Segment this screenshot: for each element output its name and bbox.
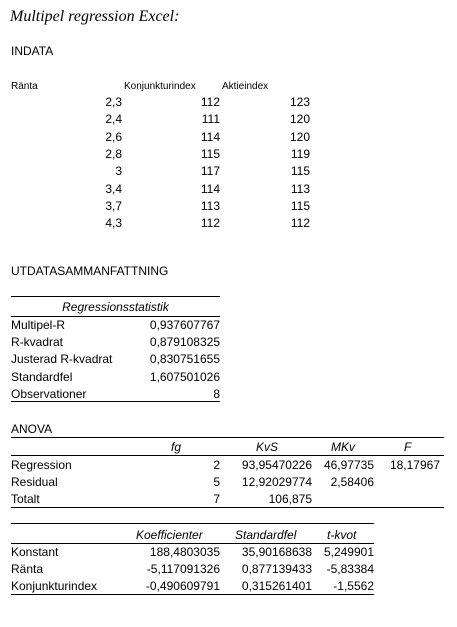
coef-cell-koefficienter: -5,117091326 xyxy=(146,562,220,576)
regstat-value: 0,879108325 xyxy=(149,335,220,350)
coef-header-t-kvot: t-kvot xyxy=(327,528,357,542)
coef-header-standardfel: Standardfel xyxy=(235,528,297,542)
regstat-label: Multipel-R xyxy=(11,318,66,332)
indata-cell-aktieindex: 123 xyxy=(289,95,310,109)
indata-cell-aktieindex: 115 xyxy=(290,164,310,179)
indata-cell-konjunkturindex: 117 xyxy=(200,164,220,179)
indata-cell-ranta: 2,8 xyxy=(105,146,122,161)
indata-cell-ranta: 2,6 xyxy=(105,129,122,144)
anova-cell-fg: 5 xyxy=(213,475,220,489)
anova-row-label: Totalt xyxy=(11,492,40,506)
regstat-label: Standardfel xyxy=(11,369,73,384)
regstat-top-divider xyxy=(11,296,220,297)
anova-header-f: F xyxy=(404,440,412,454)
indata-cell-ranta: 2,4 xyxy=(105,112,122,127)
indata-cell-konjunkturindex: 115 xyxy=(200,146,220,161)
coef-cell-standardfel: 0,315261401 xyxy=(241,579,312,593)
anova-cell-kvs: 106,875 xyxy=(268,492,312,506)
regstat-value: 0,830751655 xyxy=(149,352,220,367)
anova-cell-fg: 2 xyxy=(213,458,220,472)
indata-cell-ranta: 3 xyxy=(115,164,122,179)
indata-cell-ranta: 4,3 xyxy=(105,216,122,231)
indata-header-ranta: Ränta xyxy=(11,81,38,92)
coef-top-divider xyxy=(11,523,374,524)
regstat-value: 8 xyxy=(213,386,220,401)
indata-header-aktieindex: Aktieindex xyxy=(222,81,269,92)
indata-cell-aktieindex: 115 xyxy=(290,198,310,213)
coef-header-koefficienter: Koefficienter xyxy=(136,528,203,542)
indata-cell-aktieindex: 112 xyxy=(290,216,310,231)
anova-cell-f: 18,17967 xyxy=(389,458,440,472)
coef-row-label: Ränta xyxy=(11,562,44,576)
anova-header-mkv: MKv xyxy=(331,440,355,454)
indata-cell-aktieindex: 119 xyxy=(290,146,310,161)
regstat-header-divider xyxy=(11,316,220,317)
anova-bottom-divider xyxy=(11,507,444,508)
coef-cell-standardfel: 0,877139433 xyxy=(241,562,312,576)
regstat-value: 1,607501026 xyxy=(149,369,220,384)
indata-header-konjunkturindex: Konjunkturindex xyxy=(124,81,196,92)
anova-top-divider xyxy=(11,437,444,438)
regstat-value: 0,937607767 xyxy=(149,318,220,332)
anova-cell-fg: 7 xyxy=(213,492,220,506)
coef-row-label: Konstant xyxy=(11,545,59,559)
anova-header-fg: fg xyxy=(171,440,182,454)
coef-header-divider xyxy=(11,543,374,544)
coef-cell-koefficienter: 188,4803035 xyxy=(149,545,220,559)
indata-cell-konjunkturindex: 114 xyxy=(200,129,220,144)
indata-cell-konjunkturindex: 112 xyxy=(200,216,220,231)
coef-cell-t-kvot: -5,83384 xyxy=(326,562,374,576)
regstat-title: Regressionsstatistik xyxy=(62,300,169,314)
anova-cell-kvs: 93,95470226 xyxy=(241,458,312,472)
page-title: Multipel regression Excel: xyxy=(10,8,180,25)
indata-cell-konjunkturindex: 111 xyxy=(201,112,220,127)
indata-cell-konjunkturindex: 112 xyxy=(200,95,220,109)
anova-header-kvs: KvS xyxy=(256,440,279,454)
anova-cell-kvs: 12,92029774 xyxy=(241,475,312,489)
indata-cell-aktieindex: 113 xyxy=(290,181,310,196)
indata-cell-ranta: 3,7 xyxy=(105,198,122,213)
coef-cell-t-kvot: 5,249901 xyxy=(323,545,374,559)
coef-cell-koefficienter: -0,490609791 xyxy=(145,579,220,593)
anova-cell-mkv: 2,58406 xyxy=(330,475,374,489)
indata-cell-ranta: 3,4 xyxy=(105,181,122,196)
coef-cell-standardfel: 35,90168638 xyxy=(241,545,312,559)
coef-row-label: Konjunkturindex xyxy=(11,579,98,593)
summary-heading: UTDATASAMMANFATTNING xyxy=(11,264,169,278)
indata-cell-ranta: 2,3 xyxy=(105,95,122,109)
regstat-label: Justerad R-kvadrat xyxy=(11,352,113,367)
anova-heading: ANOVA xyxy=(11,422,53,436)
indata-heading: INDATA xyxy=(11,44,54,58)
coef-cell-t-kvot: -1,5562 xyxy=(333,579,374,593)
indata-cell-konjunkturindex: 114 xyxy=(200,181,220,196)
regstat-label: R-kvadrat xyxy=(11,335,64,350)
regstat-bottom-divider xyxy=(11,401,220,402)
indata-cell-aktieindex: 120 xyxy=(289,129,310,144)
anova-row-label: Regression xyxy=(11,458,72,472)
anova-header-divider xyxy=(11,455,444,456)
coef-bottom-divider xyxy=(11,594,374,595)
indata-cell-aktieindex: 120 xyxy=(289,112,310,127)
indata-cell-konjunkturindex: 113 xyxy=(200,198,220,213)
regstat-label: Observationer xyxy=(11,386,87,401)
anova-row-label: Residual xyxy=(11,475,58,489)
anova-cell-mkv: 46,97735 xyxy=(323,458,374,472)
